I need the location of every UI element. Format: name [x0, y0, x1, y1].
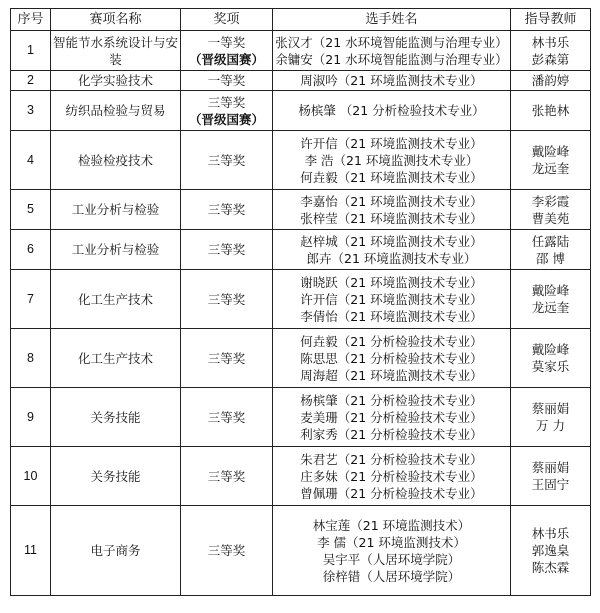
student-entry: 何垚毅（21 环境监测技术专业） [300, 169, 483, 185]
teacher-entry: 龙远奎 [531, 161, 570, 176]
award-level: 三等奖 [207, 350, 246, 366]
header-name: 赛项名称 [51, 9, 181, 31]
table-row [11, 329, 591, 388]
teacher-entry: 陈杰霖 [531, 560, 570, 575]
student-entry: 徐梓错（人居环境学院） [322, 568, 461, 584]
cell-competition-name: 智能节水系统设计与安装 [51, 31, 181, 71]
cell-students [273, 131, 511, 190]
student-entry: 余镛安（21 水环境智能监测与治理专业） [275, 51, 508, 67]
table-row [11, 230, 591, 270]
cell-students [273, 230, 511, 270]
cell-teachers [511, 506, 591, 596]
teacher-entry: 林书乐 [531, 526, 570, 541]
cell-students [273, 447, 511, 506]
cell-teachers [511, 71, 591, 91]
student-entry: 许开信（21 环境监测技术专业） [300, 135, 483, 151]
award-level: 三等奖 [207, 242, 246, 257]
cell-teachers [511, 190, 591, 230]
cell-students [273, 329, 511, 388]
teacher-entry: 林书乐 [531, 34, 570, 50]
table-row [11, 71, 591, 91]
student-entry: 李 浩（21 环境监测技术专业） [304, 152, 479, 168]
student-entry: 曾佩珊（21 分析检验技术专业） [300, 485, 483, 501]
header-students: 选手姓名 [273, 9, 511, 31]
award-level: 三等奖 [207, 202, 246, 217]
header-award: 奖项 [181, 9, 273, 31]
cell-award [181, 230, 273, 270]
teacher-entry: 戴险峰 [531, 283, 570, 298]
award-level: 三等奖 [207, 543, 246, 558]
cell-students [273, 388, 511, 447]
cell-students [273, 506, 511, 596]
cell-no: 8 [11, 329, 51, 388]
cell-competition-name: 关务技能 [51, 447, 181, 506]
table-row [11, 190, 591, 230]
award-level: 三等奖 [207, 291, 246, 307]
student-entry: 张梓莹（21 环境监测技术专业） [300, 210, 483, 226]
cell-award [181, 190, 273, 230]
student-entry: 杨槟肇 （21 分析检验技术专业） [298, 103, 485, 118]
table-body [11, 31, 591, 596]
cell-no: 11 [11, 506, 51, 596]
teacher-entry: 彭森第 [531, 51, 570, 67]
student-entry: 陈思思（21 分析检验技术专业） [300, 350, 483, 366]
table-row [11, 91, 591, 131]
cell-competition-name: 工业分析与检验 [51, 230, 181, 270]
cell-teachers [511, 447, 591, 506]
student-entry: 郎卉（21 环境监测技术专业） [306, 250, 477, 266]
cell-no: 7 [11, 270, 51, 329]
cell-award [181, 388, 273, 447]
award-level: 三等奖 [207, 94, 246, 110]
teacher-entry: 邵 博 [536, 250, 565, 266]
teacher-entry: 蔡丽娟 [531, 460, 570, 475]
cell-award [181, 270, 273, 329]
teacher-entry: 张艳林 [531, 103, 570, 118]
cell-no: 6 [11, 230, 51, 270]
award-level: 三等奖 [207, 468, 246, 484]
table-row [11, 31, 591, 71]
cell-no: 9 [11, 388, 51, 447]
teacher-entry: 潘韵婷 [531, 73, 570, 88]
cell-students [273, 91, 511, 131]
awards-table [10, 8, 591, 596]
table-row [11, 388, 591, 447]
teacher-entry: 万 力 [536, 418, 565, 433]
student-entry: 赵梓城（21 环境监测技术专业） [300, 233, 483, 249]
cell-competition-name: 化工生产技术 [51, 329, 181, 388]
student-entry: 周海超（21 环境监测技术专业） [300, 367, 483, 383]
cell-no: 5 [11, 190, 51, 230]
cell-no: 3 [11, 91, 51, 131]
cell-students [273, 190, 511, 230]
teacher-entry: 戴险峰 [531, 144, 570, 159]
student-entry: 利家秀（21 分析检验技术专业） [300, 426, 483, 442]
cell-competition-name: 化学实验技术 [51, 71, 181, 91]
cell-no: 1 [11, 31, 51, 71]
cell-competition-name: 电子商务 [51, 506, 181, 596]
student-entry: 周淑吟（21 环境监测技术专业） [300, 73, 483, 88]
student-entry: 李倩怡（21 环境监测技术专业） [300, 308, 483, 324]
header-teachers: 指导教师 [511, 9, 591, 31]
cell-teachers [511, 388, 591, 447]
header-row [11, 9, 591, 31]
student-entry: 吴宇平（人居环境学院） [322, 551, 461, 567]
teacher-entry: 蔡丽娟 [531, 401, 570, 416]
teacher-entry: 戴险峰 [531, 342, 570, 357]
cell-award [181, 329, 273, 388]
cell-competition-name: 纺织品检验与贸易 [51, 91, 181, 131]
student-entry: 何垚毅（21 分析检验技术专业） [300, 333, 483, 349]
cell-no: 2 [11, 71, 51, 91]
award-level: 三等奖 [207, 152, 246, 168]
student-entry: 林宝莲（21 环境监测技术） [312, 517, 471, 533]
student-entry: 谢晓跃（21 环境监测技术专业） [300, 274, 483, 290]
student-entry: 李嘉怡（21 环境监测技术专业） [300, 193, 483, 209]
cell-award [181, 447, 273, 506]
cell-competition-name: 关务技能 [51, 388, 181, 447]
cell-award [181, 506, 273, 596]
cell-award [181, 131, 273, 190]
teacher-entry: 莫家乐 [531, 359, 570, 374]
teacher-entry: 龙远奎 [531, 300, 570, 315]
table-row [11, 506, 591, 596]
student-entry: 杨槟肇（21 分析检验技术专业） [300, 392, 483, 408]
teacher-entry: 李彩霞 [531, 193, 570, 209]
teacher-entry: 任露陆 [531, 233, 570, 249]
cell-teachers [511, 91, 591, 131]
cell-teachers [511, 131, 591, 190]
cell-students [273, 71, 511, 91]
cell-teachers [511, 230, 591, 270]
table-row [11, 270, 591, 329]
student-entry: 许开信（21 环境监测技术专业） [300, 291, 483, 307]
cell-award [181, 71, 273, 91]
cell-competition-name: 检验检疫技术 [51, 131, 181, 190]
student-entry: 张汉才（21 水环境智能监测与治理专业） [275, 34, 508, 50]
teacher-entry: 曹美苑 [531, 210, 570, 226]
cell-competition-name: 工业分析与检验 [51, 190, 181, 230]
student-entry: 李 儒（21 环境监测技术） [317, 534, 466, 550]
national-qualifier-tag: （晋级国赛） [188, 111, 264, 127]
table-row [11, 131, 591, 190]
cell-teachers [511, 270, 591, 329]
cell-competition-name: 化工生产技术 [51, 270, 181, 329]
student-entry: 麦美珊（21 分析检验技术专业） [300, 409, 483, 425]
cell-students [273, 31, 511, 71]
award-level: 一等奖 [207, 34, 246, 50]
cell-teachers [511, 329, 591, 388]
student-entry: 庄多妹（21 分析检验技术专业） [300, 468, 483, 484]
national-qualifier-tag: （晋级国赛） [188, 51, 264, 67]
cell-students [273, 270, 511, 329]
cell-no: 4 [11, 131, 51, 190]
cell-award [181, 91, 273, 131]
cell-teachers [511, 31, 591, 71]
award-level: 一等奖 [207, 73, 246, 88]
cell-no: 10 [11, 447, 51, 506]
cell-award [181, 31, 273, 71]
teacher-entry: 王固宁 [531, 477, 570, 492]
header-no: 序号 [11, 9, 51, 31]
table-row [11, 447, 591, 506]
award-level: 三等奖 [207, 409, 246, 425]
teacher-entry: 郭逸臬 [531, 543, 570, 558]
student-entry: 朱君艺（21 分析检验技术专业） [300, 451, 483, 467]
